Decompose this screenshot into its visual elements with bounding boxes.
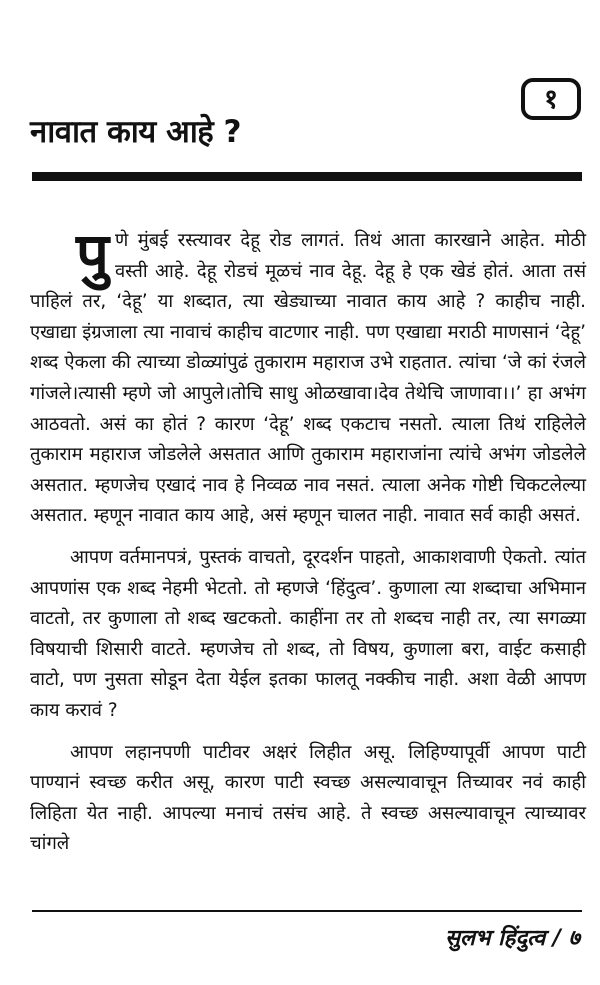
- paragraph-1: [30, 220, 586, 532]
- paragraph-1-text: णे मुंबई रस्त्यावर देहू रोड लागतं. तिथं आता कारखाने आहेत. मोठी वस्ती आहे. देहू रोडचं मूळचं नाव देहू. देहू हे एक खेडं होतं. आता तसं पाहिलं तर, ‘देहू’ या शब्दात, त्या खेड्याच्या नावात काय आहे ? काहीच नाही. एखाद्या इंग्रजाला त्या नावाचं काहीच वाटणार नाही. पण एखाद्या मराठी माणसानं ‘देहू’ शब्द ऐकला की त्याच्या डोळ्यांपुढं तुकाराम महाराज उभे राहतात. त्यांचा ‘जे कां रंजले गांजले।त्यासी म्हणे जो आपुले।तोचि साधु ओळखावा।देव तेथेचि जाणावा।।’ हा अभंग आठवतो. असं का होतं ? कारण ‘देहू’ शब्द एकटाच नसतो. त्याला तिथं राहिलेले तुकाराम महाराज जोडलेले असतात आणि तुकाराम महाराजांना त्यांचे अभंग जोडलेले असतात. म्हणजेच एखादं नाव हे निव्वळ नाव नसतं. त्याला अनेक गोष्टी चिकटलेल्या असतात. म्हणून नावात काय आहे, असं म्हणून चालत नाही. नावात सर्व काही असतं.: [30, 230, 586, 527]
- footer-divider: [32, 910, 582, 912]
- paragraph-3: आपण लहानपणी पाटीवर अक्षरं लिहीत असू. लिहिण्यापूर्वी आपण पाटी पाण्यानं स्वच्छ करीत असू, कारण पाटी स्वच्छ असल्यावाचून तिच्यावर नवं काही लिहिता येत नाही. आपल्या मनाचं तसंच आहे. ते स्वच्छ असल्यावाचून त्याच्यावर चांगले: [30, 741, 586, 855]
- title-divider: [32, 172, 582, 181]
- footer-book-title-page-number: सुलभ हिंदुत्व / ७: [445, 926, 580, 951]
- drop-cap: पु: [76, 220, 109, 288]
- chapter-number: १: [543, 83, 559, 115]
- chapter-title: नावात काय आहे ?: [30, 114, 241, 150]
- paragraph-2: आपण वर्तमानपत्रं, पुस्तकं वाचतो, दूरदर्शन पाहतो, आकाशवाणी ऐकतो. त्यांत आपणांस एक शब्द नेहमी भेटतो. तो म्हणजे ‘हिंदुत्व’. कुणाला त्या शब्दाचा अभिमान वाटतो, तर कुणाला तो शब्द खटकतो. काहींना तर तो शब्दच नाही तर, त्या सगळ्या विषयाची शिसारी वाटते. म्हणजेच तो शब्द, तो विषय, कुणाला बरा, वाईट कसाही वाटो, पण नुसता सोडून देता येईल इतका फालतू नक्कीच नाही. अशा वेळी आपण काय करावं ?: [30, 546, 586, 721]
- body-text: [30, 220, 586, 860]
- chapter-number-badge: [521, 78, 581, 120]
